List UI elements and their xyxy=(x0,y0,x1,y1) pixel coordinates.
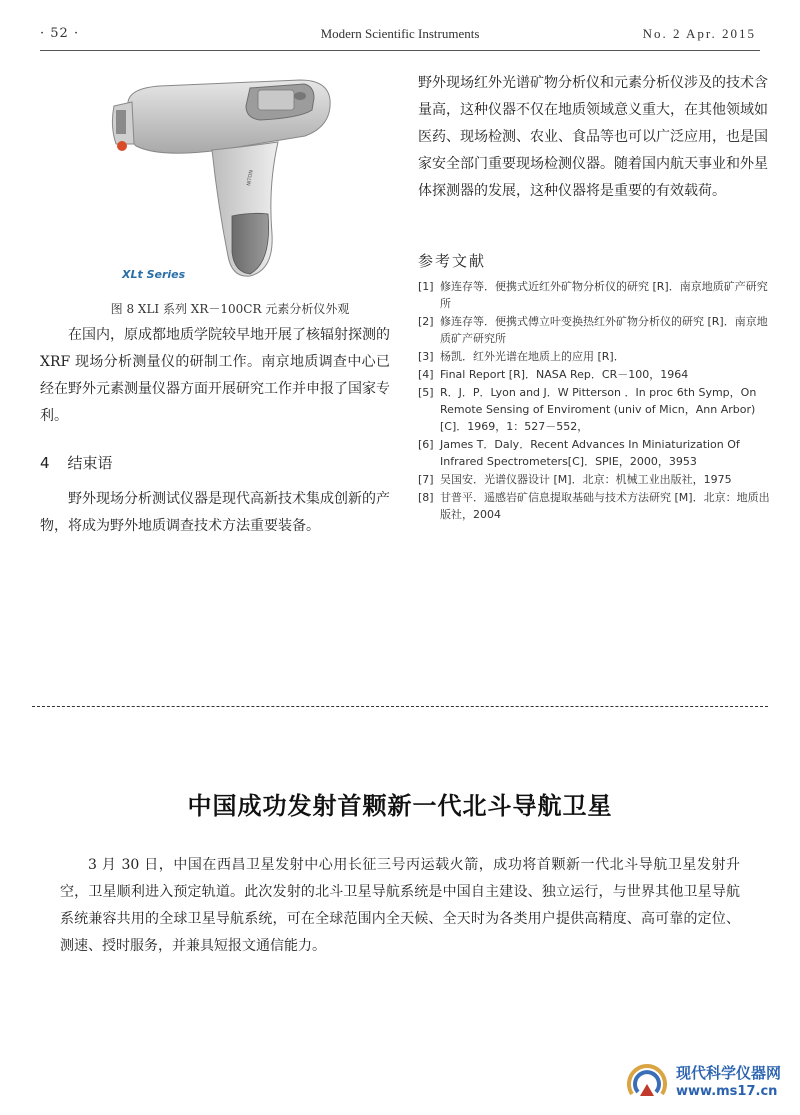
news-body: 3 月 30 日，中国在西昌卫星发射中心用长征三号丙运载火箭，成功将首颗新一代北斗导航卫星发射升空，卫星顺利进入预定轨道。此次发射的北斗卫星导航系统是中国自主建设、独立运行，与世界其他卫星导航系统兼容共用的全球卫星导航系统，可在全球范围内全天候、全天时为各类用户提供高精度、高可靠的定位、测速、授时服务，并兼具短报文通信能力。 xyxy=(60,857,740,954)
page-header xyxy=(0,26,800,48)
page-number: · 52 · xyxy=(40,26,80,41)
reference-item: [8] 甘普平．遥感岩矿信息提取基础与技术方法研究 [M]．北京：地质出版社，2004 xyxy=(418,491,770,521)
section-heading xyxy=(40,452,113,473)
analyzer-figure xyxy=(100,66,350,290)
journal-title: Modern Scientific Instruments xyxy=(320,26,480,41)
left-paragraph-1: 在国内，原成都地质学院较早地开展了核辐射探测的 XRF 现场分析测量仪的研制工作。南京地质调查中心已经在野外元素测量仪器方面开展研究工作并申报了国家专利。 xyxy=(40,327,390,424)
brand-label: NITON xyxy=(246,169,255,187)
section-title: 结束语 xyxy=(67,454,113,472)
watermark xyxy=(624,1056,794,1106)
series-label: XLt Series xyxy=(122,268,186,281)
figure-caption: 图 8 XLI 系列 XR－100CR 元素分析仪外观 xyxy=(110,302,350,316)
watermark-url[interactable]: www.ms17.cn xyxy=(676,1084,778,1099)
references-list xyxy=(418,278,770,524)
reference-item: [3] 杨凯．红外光谱在地质上的应用 [R]． xyxy=(418,350,625,363)
reference-item: [6] James T．Daly．Recent Advances In Miniaturization Of Infrared Spectrometers[C]．SPIE，2000，3953 xyxy=(418,438,740,468)
right-paragraph-1: 野外现场红外光谱矿物分析仪和元素分析仪涉及的技术含量高，这种仪器不仅在地质领域意义重大，在其他领域如医药、现场检测、农业、食品等也可以广泛应用，也是国家安全部门重要现场检测仪器。随着国内航天事业和外星体探测器的发展，这种仪器将是重要的有效载荷。 xyxy=(418,75,768,199)
references-heading: 参考文献 xyxy=(418,252,487,270)
reference-item: [2] 修连存等．便携式傅立叶变换热红外矿物分析仪的研究 [R]．南京地质矿产研究所 xyxy=(418,315,768,345)
reference-item: [4] Final Report [R]．NASA Rep．CR－100，1964 xyxy=(418,368,689,381)
watermark-logo-icon xyxy=(624,1058,670,1104)
issue-info: No. 2 Apr. 2015 xyxy=(642,26,756,41)
header-rule xyxy=(40,50,760,51)
left-paragraph-2: 野外现场分析测试仪器是现代高新技术集成创新的产物，将成为野外地质调查技术方法重要装备。 xyxy=(40,491,390,534)
reference-item: [5] R．J．P．Lyon and J．W Pitterson ．In proc 6th Symp，On Remote Sensing of Enviroment (univ of Micn，Ann Arbor) [C]．1969，1：527－552， xyxy=(418,386,757,433)
watermark-name: 现代科学仪器网 xyxy=(676,1064,782,1082)
section-divider xyxy=(32,706,768,707)
reference-item: [7] 吴国安．光谱仪器设计 [M]．北京：机械工业出版社，1975 xyxy=(418,473,732,486)
section-number: 4 xyxy=(40,454,50,472)
reference-item: [1] 修连存等．便携式近红外矿物分析仪的研究 [R]．南京地质矿产研究所 xyxy=(418,280,768,310)
analyzer-illustration xyxy=(100,66,350,290)
news-title: 中国成功发射首颗新一代北斗导航卫星 xyxy=(187,791,613,820)
